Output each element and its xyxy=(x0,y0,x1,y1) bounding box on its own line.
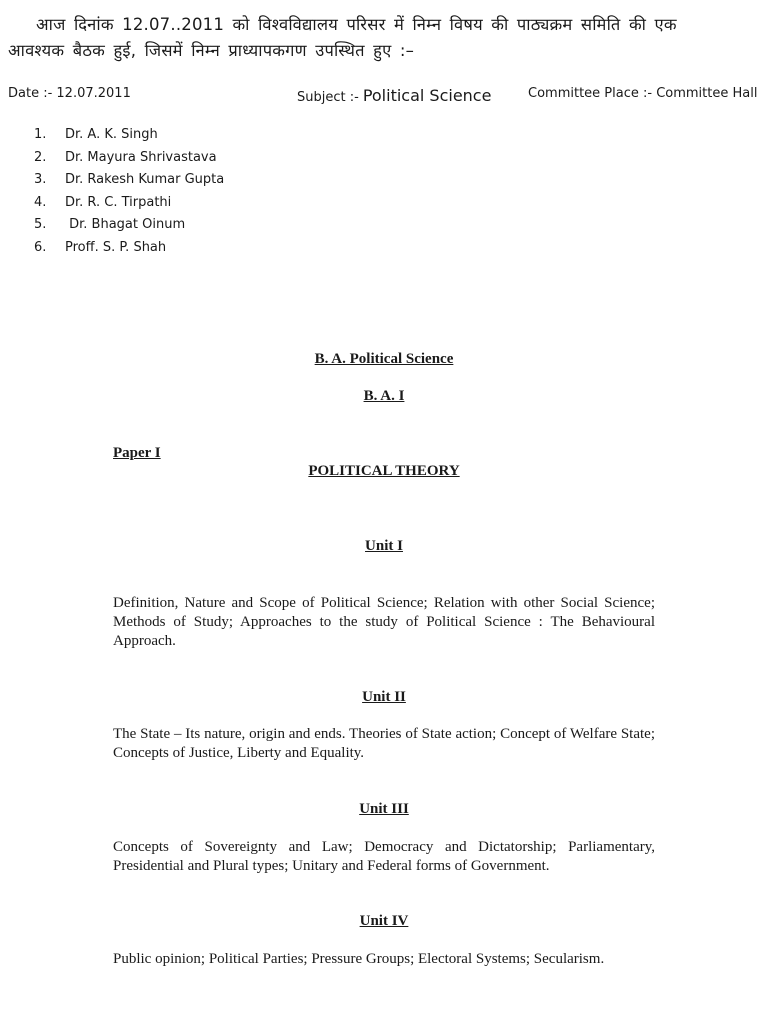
unit-heading: Unit IV xyxy=(359,913,409,929)
member-name: Dr. A. K. Singh xyxy=(65,127,158,142)
member-name: Dr. R. C. Tirpathi xyxy=(65,194,172,210)
member-item xyxy=(34,124,224,147)
member-name: Dr. Rakesh Kumar Gupta xyxy=(65,172,225,188)
course-title: B. A. Political Science xyxy=(314,351,454,367)
member-item xyxy=(34,237,224,260)
unit-description: The State – Its nature, origin and ends. Theories of State action; Concept of Welfare State; Concepts of Justice, Liberty and Equality. xyxy=(113,726,655,761)
paper-title: POLITICAL THEORY xyxy=(308,463,460,479)
member-number: 5. xyxy=(34,217,47,233)
unit-heading: Unit III xyxy=(359,801,409,817)
member-name: Dr. Bhagat Oinum xyxy=(65,217,186,233)
meeting-subject xyxy=(297,86,491,105)
member-number: 6. xyxy=(34,239,47,255)
subject-value: Political Science xyxy=(362,86,492,105)
member-number: 4. xyxy=(34,194,47,210)
member-list xyxy=(34,124,224,260)
member-number: 3. xyxy=(34,172,47,188)
unit-description: Public opinion; Political Parties; Pressure Groups; Electoral Systems; Secularism. xyxy=(113,951,605,967)
member-item xyxy=(34,192,224,215)
subject-label: Subject :- xyxy=(297,90,359,105)
member-number: 2. xyxy=(34,149,47,165)
meeting-intro-text: आज दिनांक 12.07..2011 को विश्वविद्यालय परिसर में निम्न विषय की पाठ्यक्रम समिति की एक आवश्यक बैठक हुई, जिसमें निम्न प्राध्यापकगण उपस्थित हुए :– xyxy=(8,15,677,60)
unit-description: Concepts of Sovereignty and Law; Democracy and Dictatorship; Parliamentary, Presidential and Plural types; Unitary and Federal forms of Government. xyxy=(113,839,655,874)
member-number: 1. xyxy=(34,127,47,142)
meeting-date: Date :- 12.07.2011 xyxy=(8,86,131,101)
member-item xyxy=(34,147,224,170)
member-item xyxy=(34,169,224,192)
unit-heading: Unit I xyxy=(365,538,403,554)
committee-place: Committee Place :- Committee Hall xyxy=(528,86,758,101)
member-item xyxy=(34,214,224,237)
member-name: Dr. Mayura Shrivastava xyxy=(65,149,217,165)
paper-label: Paper I xyxy=(113,445,161,461)
unit-heading: Unit II xyxy=(362,689,406,705)
member-name: Proff. S. P. Shah xyxy=(65,239,167,255)
unit-description: Definition, Nature and Scope of Political Science; Relation with other Social Science; Methods of Study; Approaches to the study of Political Science : The Behavioural Approach. xyxy=(113,595,655,649)
year-heading: B. A. I xyxy=(363,388,405,404)
